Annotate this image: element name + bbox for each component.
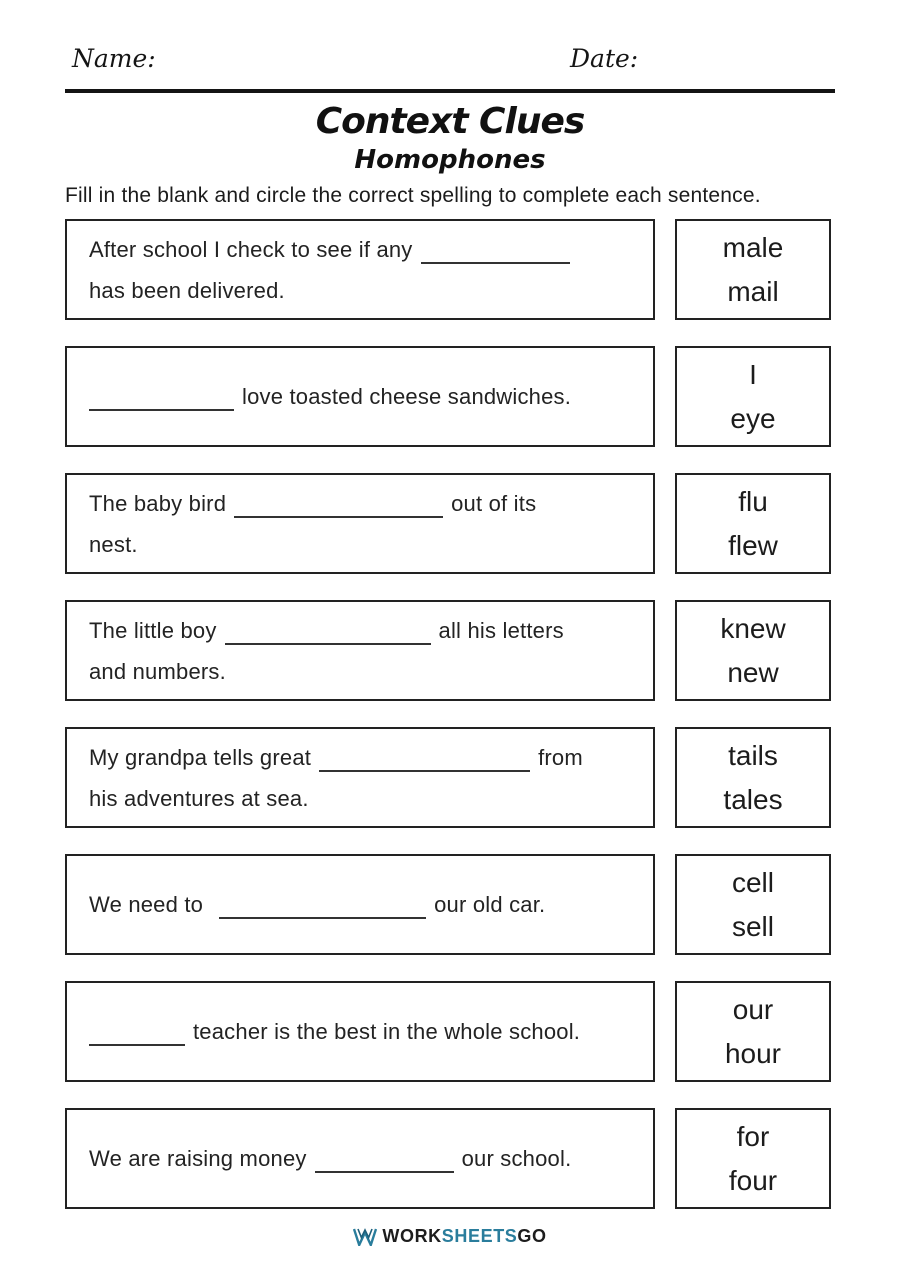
- sentence-box: [65, 473, 655, 574]
- sentence-line2: nest.: [89, 531, 138, 557]
- sentence-after: love toasted cheese sandwiches.: [242, 384, 572, 409]
- worksheet-row: [65, 981, 835, 1082]
- worksheetsgo-logo-icon: [353, 1228, 377, 1246]
- page-subtitle: Homophones: [354, 145, 546, 175]
- name-date-row: [65, 0, 835, 82]
- sentence-text: [89, 1138, 571, 1179]
- choice-box: [675, 219, 831, 320]
- footer: [65, 1226, 835, 1247]
- choice-word[interactable]: male: [722, 231, 784, 263]
- sentence-line2: and numbers.: [89, 658, 226, 684]
- sentence-box: [65, 600, 655, 701]
- choice-word[interactable]: our: [732, 993, 774, 1025]
- sentence-text: [89, 1011, 580, 1052]
- sentence-box: [65, 727, 655, 828]
- choice-box: [675, 854, 831, 955]
- logo-text-work: WORK: [382, 1226, 442, 1246]
- sentence-after: out of its: [451, 490, 537, 516]
- sentence-line2: his adventures at sea.: [89, 785, 309, 811]
- choice-word[interactable]: I: [749, 358, 757, 390]
- sentence-box: [65, 1108, 655, 1209]
- sentence-after: from: [538, 744, 583, 770]
- sentence-box: [65, 854, 655, 955]
- instruction-text: Fill in the blank and circle the correct spelling to complete each sentence.: [65, 184, 761, 207]
- choice-box: [675, 981, 831, 1082]
- name-label: Name:: [72, 44, 156, 73]
- sentence-before: We are raising money: [89, 1146, 307, 1171]
- fill-in-blank[interactable]: [234, 486, 443, 518]
- fill-in-blank[interactable]: [225, 613, 431, 645]
- sentence-box: [65, 981, 655, 1082]
- choice-box: [675, 600, 831, 701]
- worksheet-row: [65, 346, 835, 447]
- fill-in-blank[interactable]: [319, 740, 530, 772]
- choice-word[interactable]: flu: [738, 485, 768, 517]
- choice-word[interactable]: flew: [728, 529, 778, 561]
- date-label: Date:: [570, 44, 639, 73]
- fill-in-blank[interactable]: [89, 1014, 185, 1046]
- choice-word[interactable]: sell: [731, 910, 774, 942]
- sentence-before: We need to: [89, 892, 204, 917]
- sentence-text: [89, 884, 545, 925]
- sentence-before: After school I check to see if any: [89, 236, 413, 262]
- choice-box: [675, 473, 831, 574]
- worksheet-row: [65, 727, 835, 828]
- choice-word[interactable]: mail: [727, 275, 779, 307]
- logo-text-sheets: SHEETS: [441, 1226, 518, 1246]
- worksheet-row: [65, 854, 835, 955]
- page-title: Context Clues: [315, 101, 585, 142]
- header-rule: [65, 89, 835, 93]
- sentence-line2: has been delivered.: [89, 277, 285, 303]
- choice-word[interactable]: tales: [723, 783, 783, 815]
- fill-in-blank[interactable]: [219, 887, 426, 919]
- sentence-box: [65, 346, 655, 447]
- choice-word[interactable]: for: [736, 1120, 770, 1152]
- choice-box: [675, 1108, 831, 1209]
- sentence-text: [89, 483, 536, 565]
- fill-in-blank[interactable]: [315, 1141, 454, 1173]
- sentence-after: our school.: [461, 1146, 572, 1171]
- sentence-after: our old car.: [434, 892, 546, 917]
- worksheetsgo-logo-text: [382, 1226, 546, 1247]
- sentence-text: [89, 737, 583, 819]
- sentence-text: [89, 229, 570, 311]
- sentence-box: [65, 219, 655, 320]
- fill-in-blank[interactable]: [89, 379, 234, 411]
- sentence-after: teacher is the best in the whole school.: [193, 1019, 581, 1044]
- choice-word[interactable]: four: [728, 1164, 778, 1196]
- sentence-after: all his letters: [438, 617, 564, 643]
- worksheet-row: [65, 1108, 835, 1209]
- sentence-before: The little boy: [89, 617, 217, 643]
- sentence-before: My grandpa tells great: [89, 744, 312, 770]
- choice-word[interactable]: tails: [728, 739, 778, 771]
- worksheet-row: [65, 473, 835, 574]
- choice-word[interactable]: eye: [730, 402, 776, 434]
- fill-in-blank[interactable]: [421, 232, 570, 264]
- choice-word[interactable]: new: [727, 656, 779, 688]
- sentence-before: The baby bird: [89, 490, 227, 516]
- choice-box: [675, 346, 831, 447]
- worksheet-row: [65, 600, 835, 701]
- choice-word[interactable]: hour: [724, 1037, 782, 1069]
- sentence-text: [89, 376, 571, 417]
- sentence-text: [89, 610, 564, 692]
- choice-box: [675, 727, 831, 828]
- choice-word[interactable]: knew: [720, 612, 786, 644]
- choice-word[interactable]: cell: [731, 866, 774, 898]
- worksheet-row: [65, 219, 835, 320]
- logo-text-go: GO: [517, 1226, 547, 1246]
